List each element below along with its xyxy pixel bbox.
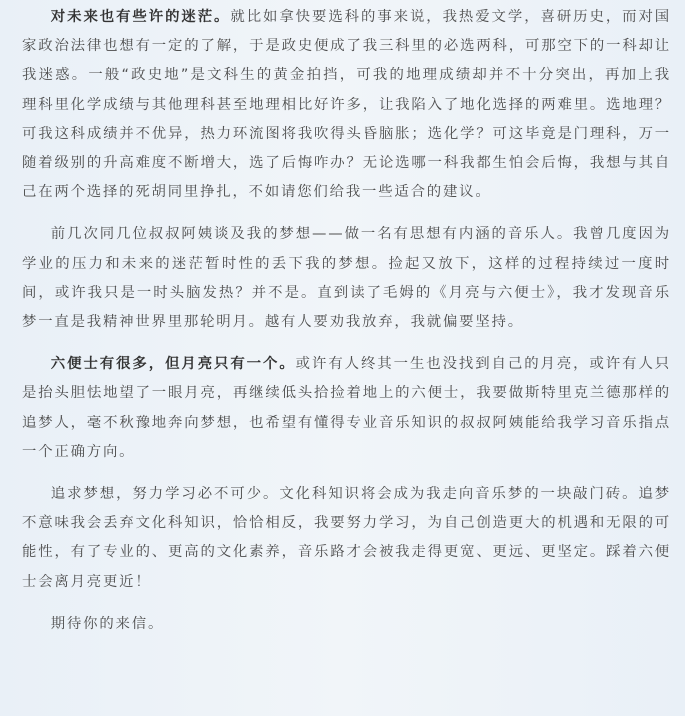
paragraph-study-hard (22, 480, 671, 597)
paragraph-lead-bold: 六便士有很多，但月亮只有一个。 (50, 356, 296, 373)
closing-line: 期待你的来信。 (50, 615, 165, 632)
paragraph-text: 追求梦想，努力学习必不可少。文化科知识将会成为我走向音乐梦的一块敲门砖。追梦不意味我会丢弃文化科知识，恰恰相反，我要努力学习，为自己创造更大的机遇和无限的可能性，有了专业的、更高的文化素养，音乐路才会被我走得更宽、更远、更坚定。踩着六便士会离月亮更近！ (22, 486, 671, 590)
paragraph-moon-and-sixpence (22, 350, 671, 467)
paragraph-music-dream (22, 220, 671, 337)
paragraph-lead-bold: 对未来也有些许的迷茫。 (50, 9, 231, 25)
paragraph-text: 前几次同几位叔叔阿姨谈及我的梦想——做一名有思想有内涵的音乐人。我曾几度因为学业的压力和未来的迷茫暂时性的丢下我的梦想。捡起又放下，这样的过程持续过一度时间，或许我只是一时头脑发热？并不是。直到读了毛姆的《月亮与六便士》，我才发现音乐梦一直是我精神世界里那轮明月。越有人要劝我放弃，我就偏要坚持。 (22, 226, 671, 331)
paragraph-course-selection (22, 3, 671, 207)
paragraph-text: 就比如拿快要选科的事来说，我热爱文学，喜研历史，而对国家政治法律也想有一定的了解，于是政史便成了我三科里的必选两科，可那空下的一科却让我迷惑。一般“政史地”是文科生的黄金拍挡，可我的地理成绩却并不十分突出，再加上我理科里化学成绩与其他理科甚至地理相比好许多，让我陷入了地化选择的两难里。选地理？可我这科成绩并不优异，热力环流图将我吹得头昏脑胀；选化学？可这毕竟是门理科，万一随着级别的升高难度不断增大，选了后悔咋办？无论选哪一科我都生怕会后悔，我想与其自己在两个选择的死胡同里挣扎，不如请您们给我一些适合的建议。 (22, 9, 671, 201)
paragraph-text: 或许有人终其一生也没找到自己的月亮，或许有人只是抬头胆怯地望了一眼月亮，再继续低头拾捡着地上的六便士，我要做斯特里克兰德那样的追梦人，毫不秋豫地奔向梦想，也希望有懂得专业音乐知识的叔叔阿姨能给我学习音乐指点一个正确方向。 (22, 356, 671, 460)
